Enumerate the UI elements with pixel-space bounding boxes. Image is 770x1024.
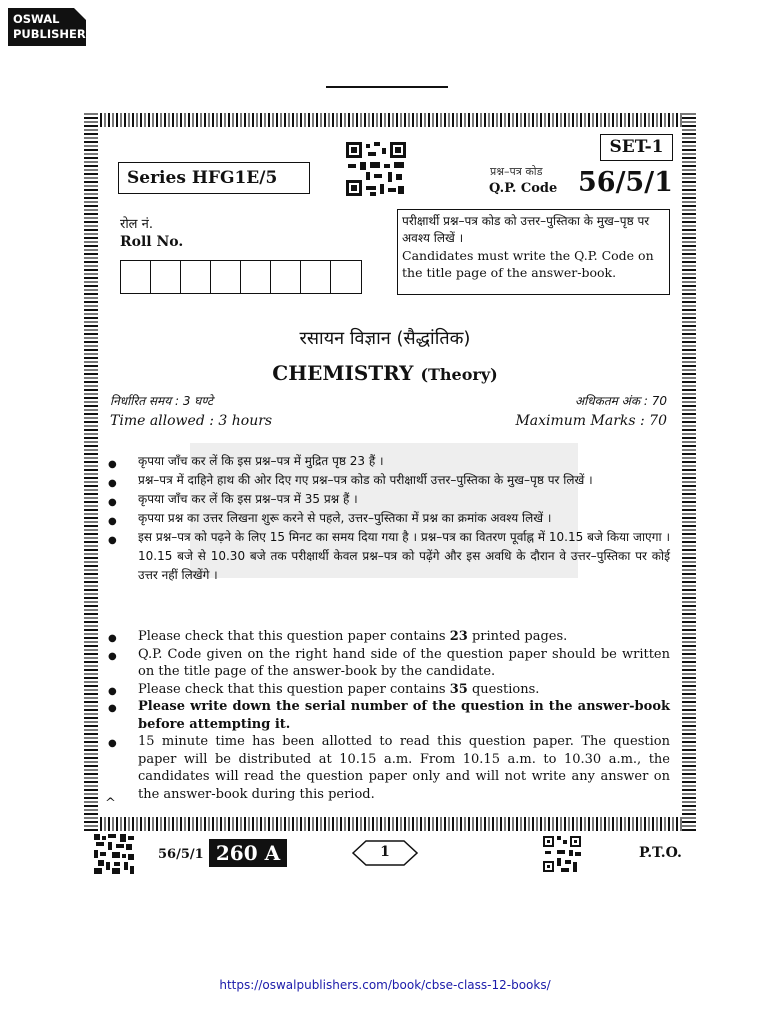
border-top: [84, 113, 696, 127]
time-allowed-hindi: निर्धारित समय : 3 घण्टे: [110, 394, 214, 408]
pto-label: P.T.O.: [639, 845, 682, 861]
roll-no-cell[interactable]: [121, 261, 151, 293]
qr-code-icon: [346, 142, 406, 196]
time-allowed: Time allowed : 3 hours: [110, 413, 273, 429]
footer-qr-code-icon: [543, 836, 581, 872]
qp-code-label-hindi: प्रश्न–पत्र कोड: [490, 165, 543, 178]
instruction-text: printed pages.: [467, 629, 568, 644]
instructions-english: [108, 628, 670, 803]
footer-qp-code: 56/5/1: [158, 847, 204, 862]
qp-code-notice: [397, 209, 670, 295]
instruction-item: ● कृपया जाँच कर लें कि इस प्रश्न–पत्र में 35 प्रश्न हैं ।: [108, 490, 670, 509]
publisher-logo: [8, 8, 95, 46]
subject-name: CHEMISTRY: [272, 361, 414, 385]
instruction-count: 35: [449, 681, 468, 697]
page-number-value: 1: [380, 844, 390, 860]
roll-no-cell[interactable]: [181, 261, 211, 293]
instruction-text: Please check that this question paper contains: [138, 681, 450, 697]
subject-title-hindi: रसायन विज्ञान (सैद्धांतिक): [299, 328, 471, 349]
logo-line-1: OSWAL: [13, 12, 60, 26]
qp-code-value: 56/5/1: [578, 167, 673, 198]
subject-title: [0, 361, 770, 385]
roll-no-cell[interactable]: [211, 261, 241, 293]
roll-no-cell[interactable]: [151, 261, 181, 293]
instruction-text-bold: Please write down the serial number of the question in the answer-book before attempting it.: [138, 699, 670, 732]
series-label: Series HFG1E/5: [118, 162, 310, 194]
border-right: [682, 113, 696, 831]
footer-code-box: 260 A: [209, 839, 287, 867]
instructions-hindi: [108, 452, 670, 585]
border-bottom: [84, 817, 696, 831]
instruction-item: ● कृपया जाँच कर लें कि इस प्रश्न–पत्र में मुद्रित पृष्ठ 23 हैं ।: [108, 452, 670, 471]
instruction-item: ● प्रश्न–पत्र में दाहिने हाथ की ओर दिए गए प्रश्न–पत्र कोड को परीक्षार्थी उत्तर–पुस्तिका के मुख–पृष्ठ पर लिखें ।: [108, 471, 670, 490]
instruction-count: 23: [449, 629, 468, 644]
logo-line-2: PUBLISHERS: [13, 27, 95, 41]
instruction-item: [108, 681, 670, 699]
instruction-item: ● Q.P. Code given on the right hand side of the question paper should be written on the title page of the answer-book by the candidate.: [108, 646, 670, 681]
notice-english: Candidates must write the Q.P. Code on the title page of the answer-book.: [402, 248, 654, 280]
roll-no-label-hindi: रोल नं.: [120, 217, 153, 232]
barcode-matrix-icon: [94, 834, 134, 874]
roll-no-boxes: [120, 260, 362, 294]
roll-no-label: Roll No.: [120, 234, 184, 250]
caret-mark: ^: [105, 796, 116, 811]
border-left: [84, 113, 98, 831]
roll-no-cell[interactable]: [301, 261, 331, 293]
source-link[interactable]: https://oswalpublishers.com/book/cbse-class-12-books/: [219, 978, 551, 992]
max-marks-hindi: अधिकतम अंक : 70: [574, 394, 667, 408]
roll-no-cell[interactable]: [271, 261, 301, 293]
max-marks: Maximum Marks : 70: [515, 413, 667, 429]
instruction-text: questions.: [467, 681, 540, 697]
subject-subtitle: (Theory): [420, 365, 498, 384]
instruction-text: Please check that this question paper contains: [138, 629, 450, 644]
instruction-item: ● कृपया प्रश्न का उत्तर लिखना शुरू करने से पहले, उत्तर–पुस्तिका में प्रश्न का क्रमांक अवश्य लिखें ।: [108, 509, 670, 528]
roll-no-cell[interactable]: [331, 261, 361, 293]
instruction-item: ● इस प्रश्न–पत्र को पढ़ने के लिए 15 मिनट का समय दिया गया है । प्रश्न–पत्र का वितरण पूर्वाह्न में 10.15 बजे किया जाएगा । 10.15 बजे से 10.30 बजे तक परीक्षार्थी केवल प्रश्न–पत्र को पढ़ेंगे और इस अवधि के दौरान वे उत्तर–पुस्तिका पर कोई उत्तर नहीं लिखेंगे ।: [108, 528, 670, 585]
notice-hindi: परीक्षार्थी प्रश्न–पत्र कोड को उत्तर–पुस्तिका के मुख–पृष्ठ पर अवश्य लिखें ।: [402, 214, 650, 245]
top-rule: [326, 86, 448, 88]
instruction-item: ● 15 minute time has been allotted to read this question paper. The question paper will be distributed at 10.15 a.m. From 10.15 a.m. to 10.30 a.m., the candidates will read the question paper only and will not write any answer on the answer-book during this period.: [108, 733, 670, 803]
instruction-item: [108, 628, 670, 646]
qp-code-label: Q.P. Code: [489, 181, 558, 196]
page-number: [352, 840, 418, 866]
set-label: SET-1: [600, 134, 673, 161]
roll-no-cell[interactable]: [241, 261, 271, 293]
instruction-item: [108, 698, 670, 733]
